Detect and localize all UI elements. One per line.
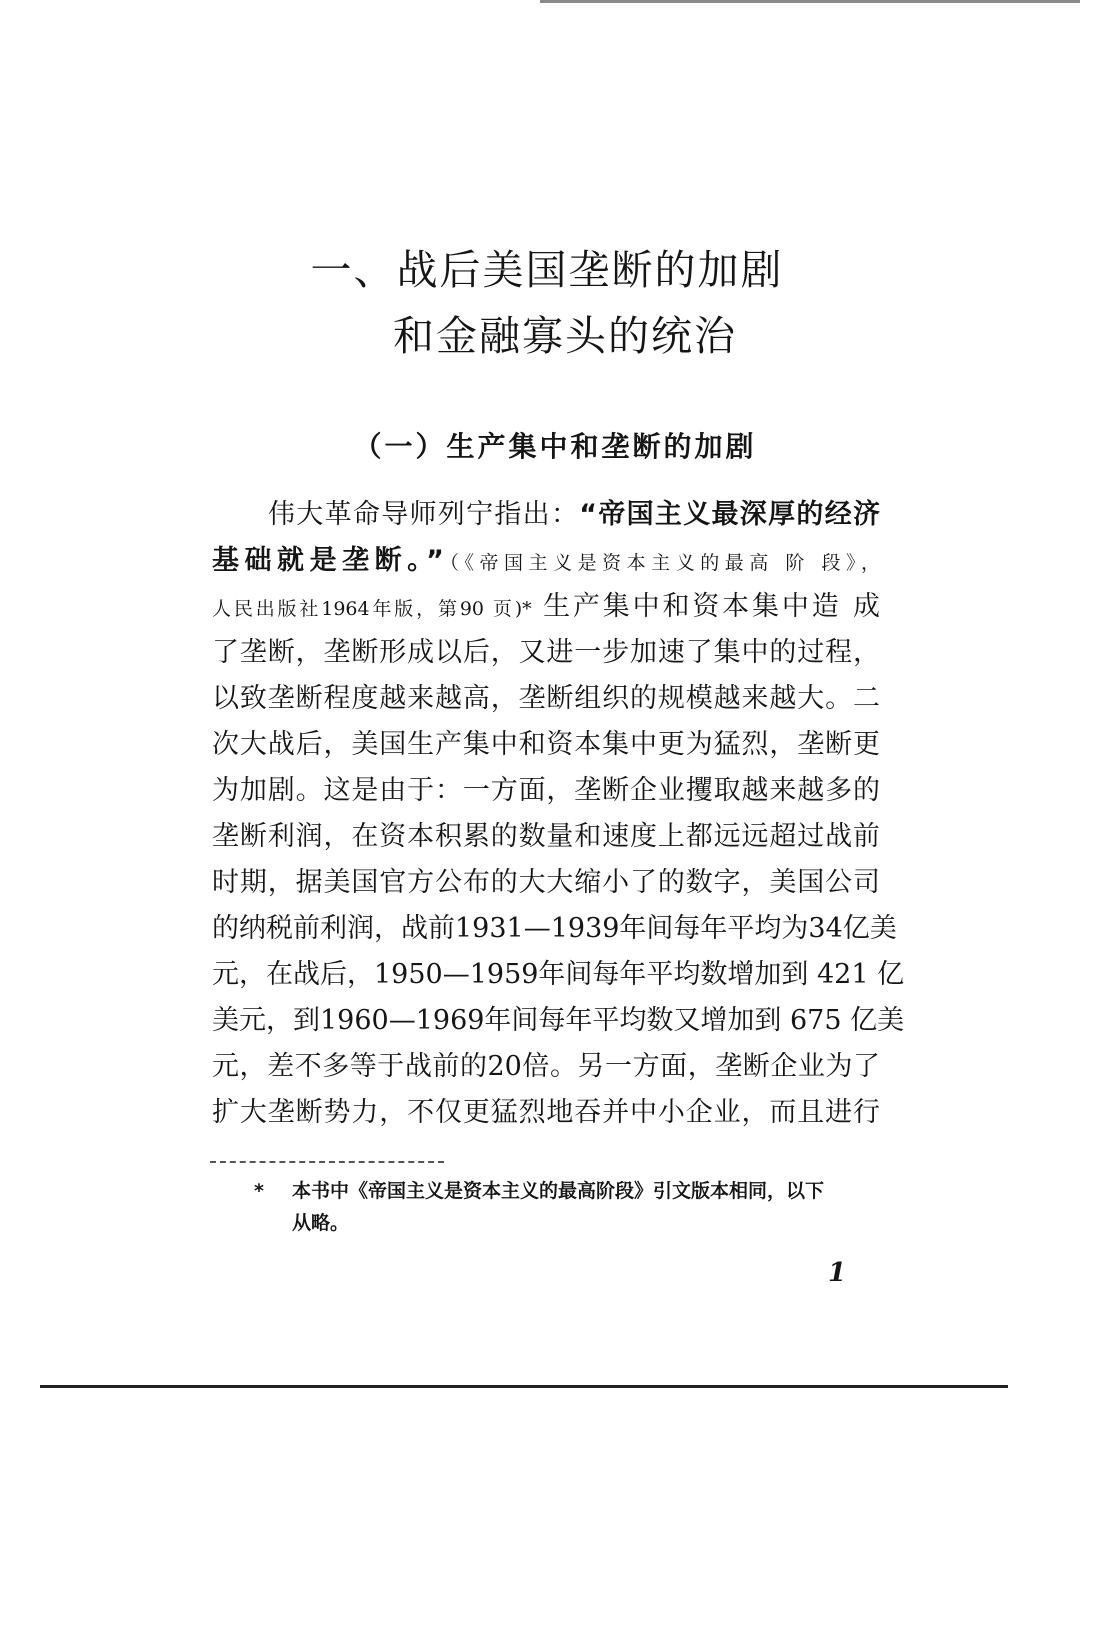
citation-text: 人民出版社1964年版，第90 页)* <box>212 598 532 620</box>
citation-text: （《帝国主义是资本主义的最高 阶 段》， <box>443 552 880 574</box>
body-line <box>212 492 880 538</box>
body-line <box>212 538 880 584</box>
section-heading: （一）生产集中和垄断的加剧 <box>353 430 757 463</box>
body-line: 次大战后，美国生产集中和资本集中更为猛烈，垄断更 <box>212 729 880 760</box>
body-line: 以致垄断程度越来越高，垄断组织的规模越来越大。二 <box>212 683 880 714</box>
footnote-text-continued: 从略。 <box>292 1212 350 1234</box>
body-line <box>212 584 880 630</box>
footnote-separator <box>210 1161 444 1163</box>
top-edge-rule <box>540 0 1080 3</box>
body-line: 时期，据美国官方公布的大大缩小了的数字，美国公司 <box>212 867 880 898</box>
chapter-title-line-2: 和金融寡头的统治 <box>393 312 737 360</box>
body-line: 美元，到1960—1969年间每年平均数又增加到 675 亿美 <box>212 1005 905 1036</box>
footnote-marker: * <box>254 1180 264 1202</box>
lenin-quote: “帝国主义最深厚的经济 <box>579 499 881 530</box>
body-paragraph <box>212 492 905 1136</box>
bottom-edge-rule <box>40 1385 1008 1388</box>
footnote <box>254 1175 894 1239</box>
body-line-text: 生产集中和资本集中造 成 <box>531 591 880 622</box>
lenin-quote-end: 基础就是垄断。” <box>212 545 444 576</box>
body-line: 垄断利润，在资本积累的数量和速度上都远远超过战前 <box>212 821 880 852</box>
chapter-title-line-1: 一、战后美国垄断的加剧 <box>310 246 784 294</box>
page-number: 1 <box>828 1258 847 1288</box>
body-line: 扩大垄断势力，不仅更猛烈地吞并中小企业，而且进行 <box>212 1097 880 1128</box>
body-line: 元，差不多等于战前的20倍。另一方面，垄断企业为了 <box>212 1051 880 1082</box>
body-line: 元，在战后，1950—1959年间每年平均数增加到 421 亿 <box>212 959 905 990</box>
body-line-text: 伟大革命导师列宁指出： <box>268 499 580 530</box>
footnote-text: 本书中《帝国主义是资本主义的最高阶段》引文版本相同，以下 <box>292 1180 825 1202</box>
body-line: 的纳税前利润，战前1931—1939年间每年平均为34亿美 <box>212 913 897 944</box>
body-line: 为加剧。这是由于：一方面，垄断企业攫取越来越多的 <box>212 775 880 806</box>
body-line: 了垄断，垄断形成以后，又进一步加速了集中的过程， <box>212 637 880 668</box>
